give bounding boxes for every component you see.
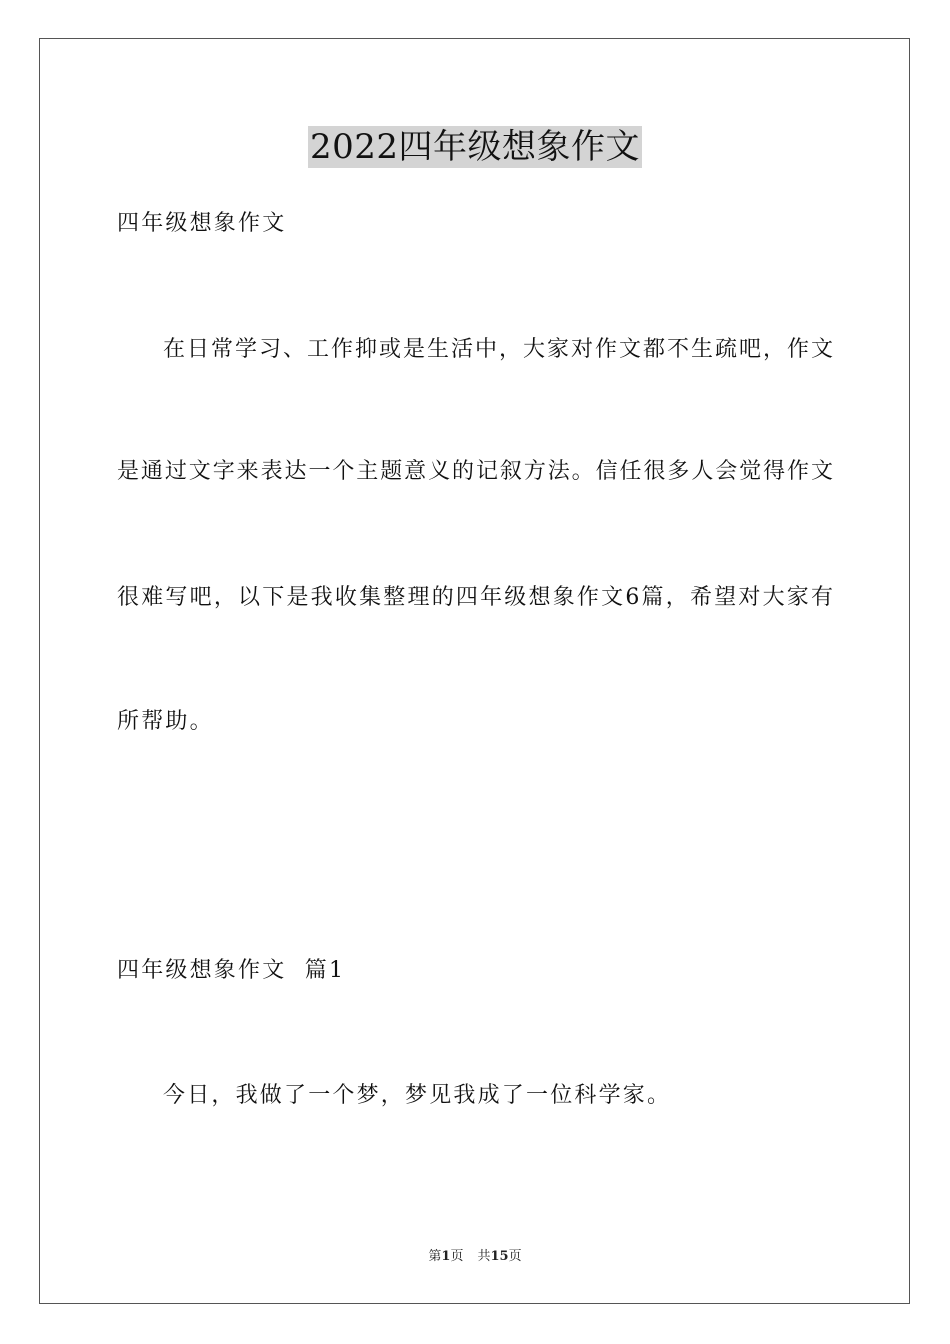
footer-total-prefix: 共	[477, 1249, 491, 1264]
footer-total-suffix: 页	[508, 1249, 522, 1264]
document-subtitle: 四年级想象作文	[117, 211, 287, 236]
document-title: 2022四年级想象作文	[309, 127, 641, 167]
intro-line-4: 所帮助。	[117, 709, 214, 734]
intro-line-1: 在日常学习、工作抑或是生活中，大家对作文都不生疏吧，作文	[163, 337, 833, 362]
page-footer	[0, 1248, 950, 1266]
footer-total-pages: 15	[490, 1249, 509, 1264]
intro-line-3: 很难写吧，以下是我收集整理的四年级想象作文6篇，希望对大家有	[117, 585, 833, 610]
footer-page-suffix: 页	[450, 1249, 464, 1264]
title-container	[0, 126, 950, 168]
footer-page-prefix: 第	[428, 1249, 442, 1264]
section-paragraph: 今日，我做了一个梦，梦见我成了一位科学家。	[163, 1083, 672, 1108]
section-heading: 四年级想象作文 篇1	[117, 958, 346, 983]
intro-line-2: 是通过文字来表达一个主题意义的记叙方法。信任很多人会觉得作文	[117, 459, 833, 484]
footer-current-page: 1	[441, 1249, 451, 1264]
